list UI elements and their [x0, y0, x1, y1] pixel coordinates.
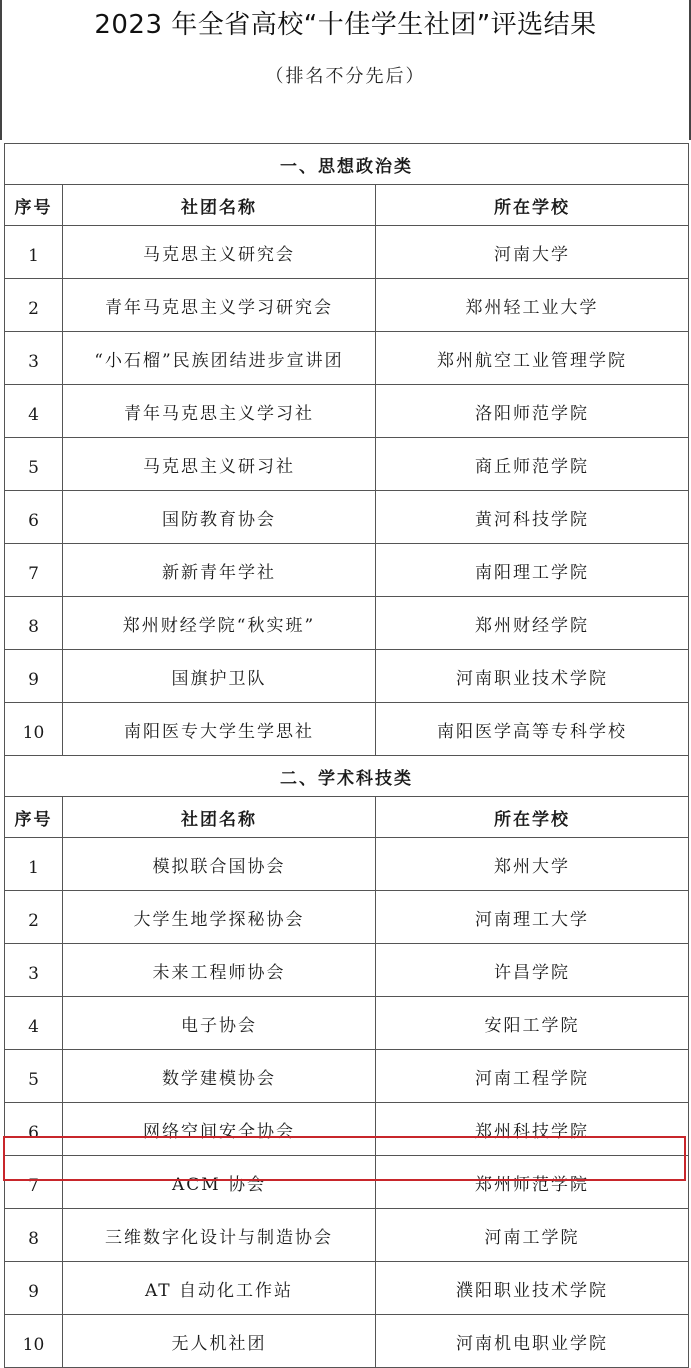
table-row: [5, 1262, 689, 1315]
index-cell: 6: [5, 491, 63, 544]
index-cell: 4: [5, 997, 63, 1050]
club-name-cell: 青年马克思主义学习研究会: [63, 279, 376, 332]
index-cell: 3: [5, 332, 63, 385]
table-row: [5, 332, 689, 385]
index-cell: 2: [5, 279, 63, 332]
table-row: [5, 1156, 689, 1209]
index-cell: 8: [5, 597, 63, 650]
index-cell: 4: [5, 385, 63, 438]
table-row: [5, 1103, 689, 1156]
column-header-row: [5, 185, 689, 226]
club-name-cell: AT 自动化工作站: [63, 1262, 376, 1315]
index-cell: 3: [5, 944, 63, 997]
school-cell: 河南工程学院: [376, 1050, 689, 1103]
school-cell: 河南机电职业学院: [376, 1315, 689, 1368]
school-cell: 郑州轻工业大学: [376, 279, 689, 332]
school-cell: 郑州航空工业管理学院: [376, 332, 689, 385]
table-row: [5, 1315, 689, 1368]
results-table: [4, 143, 689, 1368]
index-cell: 6: [5, 1103, 63, 1156]
school-cell: 郑州科技学院: [376, 1103, 689, 1156]
club-name-header: 社团名称: [63, 797, 376, 838]
table-row: [5, 1050, 689, 1103]
results-table-body: [5, 144, 689, 1368]
school-cell: 安阳工学院: [376, 997, 689, 1050]
table-row: [5, 438, 689, 491]
club-name-cell: 模拟联合国协会: [63, 838, 376, 891]
school-cell: 黄河科技学院: [376, 491, 689, 544]
school-cell: 郑州师范学院: [376, 1156, 689, 1209]
club-name-cell: 南阳医专大学生学思社: [63, 703, 376, 756]
school-cell: 河南工学院: [376, 1209, 689, 1262]
table-row: [5, 279, 689, 332]
club-name-cell: 网络空间安全协会: [63, 1103, 376, 1156]
club-name-cell: 未来工程师协会: [63, 944, 376, 997]
school-cell: 许昌学院: [376, 944, 689, 997]
school-cell: 濮阳职业技术学院: [376, 1262, 689, 1315]
table-row: [5, 385, 689, 438]
index-cell: 1: [5, 226, 63, 279]
index-cell: 5: [5, 1050, 63, 1103]
section-heading: 二、学术科技类: [5, 756, 689, 797]
club-name-cell: 新新青年学社: [63, 544, 376, 597]
table-row: [5, 1209, 689, 1262]
section-heading-row: [5, 756, 689, 797]
club-name-cell: 电子协会: [63, 997, 376, 1050]
table-row: [5, 597, 689, 650]
school-cell: 南阳理工学院: [376, 544, 689, 597]
index-cell: 8: [5, 1209, 63, 1262]
table-row: [5, 703, 689, 756]
page-subtitle: （排名不分先后）: [265, 66, 426, 87]
table-row: [5, 491, 689, 544]
table-row: [5, 838, 689, 891]
club-name-cell: 国防教育协会: [63, 491, 376, 544]
index-cell: 1: [5, 838, 63, 891]
school-cell: 商丘师范学院: [376, 438, 689, 491]
club-name-cell: 马克思主义研习社: [63, 438, 376, 491]
column-header-row: [5, 797, 689, 838]
section-heading-row: [5, 144, 689, 185]
school-cell: 洛阳师范学院: [376, 385, 689, 438]
school-header: 所在学校: [376, 185, 689, 226]
club-name-cell: “小石榴”民族团结进步宣讲团: [63, 332, 376, 385]
section-heading: 一、思想政治类: [5, 144, 689, 185]
club-name-header: 社团名称: [63, 185, 376, 226]
table-row: [5, 891, 689, 944]
page-title: 2023 年全省高校“十佳学生社团”评选结果: [94, 10, 597, 40]
club-name-cell: ACM 协会: [63, 1156, 376, 1209]
school-cell: 南阳医学高等专科学校: [376, 703, 689, 756]
index-cell: 9: [5, 1262, 63, 1315]
club-name-cell: 青年马克思主义学习社: [63, 385, 376, 438]
club-name-cell: 大学生地学探秘协会: [63, 891, 376, 944]
index-cell: 10: [5, 1315, 63, 1368]
index-header: 序号: [5, 797, 63, 838]
club-name-cell: 郑州财经学院“秋实班”: [63, 597, 376, 650]
school-cell: 郑州大学: [376, 838, 689, 891]
school-cell: 郑州财经学院: [376, 597, 689, 650]
club-name-cell: 三维数字化设计与制造协会: [63, 1209, 376, 1262]
table-row: [5, 650, 689, 703]
club-name-cell: 数学建模协会: [63, 1050, 376, 1103]
table-row: [5, 997, 689, 1050]
index-cell: 2: [5, 891, 63, 944]
index-cell: 10: [5, 703, 63, 756]
club-name-cell: 无人机社团: [63, 1315, 376, 1368]
school-cell: 河南大学: [376, 226, 689, 279]
club-name-cell: 马克思主义研究会: [63, 226, 376, 279]
index-cell: 7: [5, 544, 63, 597]
index-header: 序号: [5, 185, 63, 226]
school-cell: 河南理工大学: [376, 891, 689, 944]
school-header: 所在学校: [376, 797, 689, 838]
index-cell: 7: [5, 1156, 63, 1209]
index-cell: 5: [5, 438, 63, 491]
table-row: [5, 544, 689, 597]
table-row: [5, 944, 689, 997]
table-row: [5, 226, 689, 279]
school-cell: 河南职业技术学院: [376, 650, 689, 703]
club-name-cell: 国旗护卫队: [63, 650, 376, 703]
index-cell: 9: [5, 650, 63, 703]
